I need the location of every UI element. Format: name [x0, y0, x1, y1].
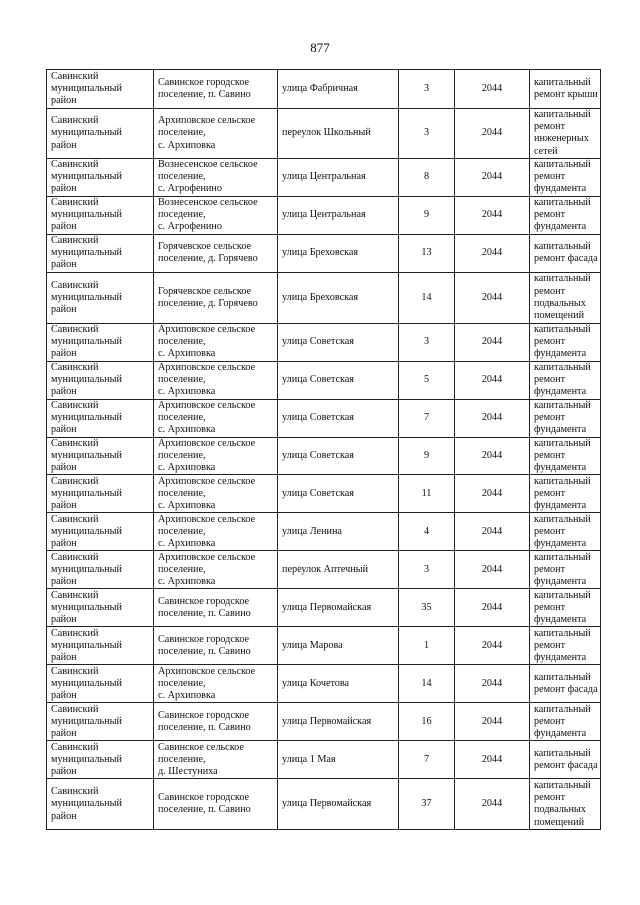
work-type-cell [530, 703, 601, 741]
street-cell: переулок Аптечный [278, 551, 399, 589]
district-cell-line: Савинский [51, 197, 99, 208]
work-type-cell-line: капитальный [534, 273, 591, 285]
work-type-cell [530, 399, 601, 437]
house-number-cell: 9 [399, 196, 455, 234]
district-cell-line: муниципальный [51, 677, 122, 689]
settlement-cell-line: поселение, д. Горячево [158, 297, 258, 309]
district-cell-line: район [51, 462, 77, 474]
settlement-cell-line: с. Архиповка [158, 690, 216, 702]
house-number-cell: 3 [399, 109, 455, 159]
district-cell-line: муниципальный [51, 82, 122, 94]
settlement-cell-line: поселение, п. Савино [158, 645, 251, 657]
work-type-cell-line: ремонт [534, 639, 566, 651]
street-cell: улица Марова [278, 627, 399, 665]
work-type-cell-line: капитальный [534, 159, 591, 170]
work-type-cell-line: ремонт [534, 412, 566, 424]
district-cell-line: Савинский [51, 703, 99, 715]
year-cell: 2044 [455, 513, 530, 551]
table-row [47, 196, 601, 234]
district-cell [47, 158, 154, 196]
year-cell: 2044 [455, 741, 530, 779]
settlement-cell-line: Савинское городское [158, 595, 250, 607]
district-cell-line: район [51, 424, 77, 436]
work-type-cell [530, 70, 601, 109]
table-row [47, 70, 601, 109]
district-cell-line: муниципальный [51, 487, 122, 499]
street-cell: улица Первомайская [278, 703, 399, 741]
table-row [47, 513, 601, 551]
work-type-cell-line: капитальный [534, 109, 591, 120]
settlement-cell-line: Архиповское сельское [158, 437, 256, 449]
district-cell-line: район [51, 303, 77, 315]
year-cell: 2044 [455, 779, 530, 830]
work-type-cell [530, 551, 601, 589]
settlement-cell [154, 158, 278, 196]
settlement-cell-line: Архиповское сельское [158, 475, 256, 487]
work-type-cell-line: фундамента [534, 386, 587, 398]
work-type-cell-line: капитальный [534, 324, 591, 335]
work-type-cell [530, 665, 601, 703]
settlement-cell-line: Архиповское сельское [158, 665, 256, 677]
district-cell-line: муниципальный [51, 336, 122, 348]
settlement-cell-line: Вознесенское сельское [158, 159, 258, 170]
work-type-cell-line: капитальный [534, 197, 591, 208]
district-cell-line: Савинский [51, 589, 99, 601]
settlement-cell-line: с. Архиповка [158, 386, 216, 398]
district-cell-line: муниципальный [51, 715, 122, 727]
settlement-cell-line: с. Архиповка [158, 538, 216, 550]
district-cell-line: Савинский [51, 159, 99, 170]
work-type-cell-line: ремонт [534, 285, 566, 297]
work-type-cell-line: капитальный [534, 437, 591, 449]
settlement-cell-line: Савинское городское [158, 633, 250, 645]
settlement-cell-line: с. Архиповка [158, 139, 216, 151]
work-type-cell-line: фундамента [534, 183, 587, 195]
district-cell-line: Савинский [51, 115, 99, 127]
work-type-cell-line: капитальный [534, 627, 591, 639]
work-type-cell-line: капитальный [534, 400, 591, 411]
street-cell: улица Советская [278, 437, 399, 475]
district-cell-line: район [51, 139, 77, 151]
district-cell-line: Савинский [51, 513, 99, 525]
district-cell [47, 741, 154, 779]
house-number-cell: 37 [399, 779, 455, 830]
settlement-cell-line: Архиповское сельское [158, 400, 256, 411]
settlement-cell-line: Вознесенское сельское [158, 197, 258, 208]
table-row [47, 665, 601, 703]
work-type-cell [530, 158, 601, 196]
settlement-cell [154, 589, 278, 627]
settlement-cell-line: поседение, [158, 209, 206, 221]
settlement-cell-line: с. Архиповка [158, 576, 216, 588]
district-cell-line: район [51, 766, 77, 778]
street-cell: улица Бреховская [278, 272, 399, 323]
settlement-cell-line: с. Агрофенино [158, 183, 222, 195]
settlement-cell [154, 234, 278, 272]
settlement-cell [154, 665, 278, 703]
settlement-cell [154, 196, 278, 234]
settlement-cell-line: поселение, п. Савино [158, 607, 251, 619]
work-type-cell-line: подвальных [534, 297, 586, 309]
table-row [47, 234, 601, 272]
district-cell-line: муниципальный [51, 753, 122, 765]
repair-registry-table [46, 69, 601, 830]
district-cell [47, 361, 154, 399]
district-cell-line: муниципальный [51, 601, 122, 613]
house-number-cell: 13 [399, 234, 455, 272]
district-cell-line: Савинский [51, 437, 99, 449]
district-cell-line: Савинский [51, 324, 99, 335]
settlement-cell-line: Горячевское сельское [158, 241, 252, 253]
year-cell: 2044 [455, 399, 530, 437]
work-type-cell [530, 513, 601, 551]
district-cell [47, 196, 154, 234]
district-cell-line: район [51, 183, 77, 195]
settlement-cell-line: поселение, п. Савино [158, 721, 251, 733]
work-type-cell-line: ремонт [534, 171, 566, 183]
settlement-cell-line: поселение, [158, 171, 206, 183]
work-type-cell-line: фундамента [534, 652, 587, 664]
work-type-cell-line: фундамента [534, 348, 587, 360]
house-number-cell: 11 [399, 475, 455, 513]
district-cell-line: муниципальный [51, 291, 122, 303]
work-type-cell-line: помещений [534, 310, 585, 322]
work-type-cell-line: ремонт [534, 563, 566, 575]
work-type-cell-line: фундамента [534, 221, 587, 233]
year-cell: 2044 [455, 158, 530, 196]
district-cell [47, 703, 154, 741]
settlement-cell [154, 513, 278, 551]
table-row [47, 703, 601, 741]
settlement-cell [154, 361, 278, 399]
district-cell-line: район [51, 614, 77, 626]
district-cell-line: Савинский [51, 400, 99, 411]
district-cell-line: район [51, 576, 77, 588]
street-cell: улица Советская [278, 361, 399, 399]
house-number-cell: 35 [399, 589, 455, 627]
house-number-cell: 16 [399, 703, 455, 741]
work-type-cell [530, 627, 601, 665]
year-cell: 2044 [455, 475, 530, 513]
district-cell-line: Савинский [51, 235, 99, 246]
work-type-cell [530, 323, 601, 361]
house-number-cell: 8 [399, 158, 455, 196]
table-row [47, 779, 601, 830]
district-cell-line: район [51, 500, 77, 512]
district-cell-line: муниципальный [51, 127, 122, 139]
work-type-cell-line: ремонт [534, 715, 566, 727]
settlement-cell [154, 475, 278, 513]
year-cell: 2044 [455, 361, 530, 399]
work-type-cell-line: капитальный [534, 703, 591, 715]
table-row [47, 323, 601, 361]
work-type-cell-line: фундамента [534, 462, 587, 474]
work-type-cell-line: ремонт [534, 450, 566, 462]
registry-body [47, 70, 601, 830]
work-type-cell-line: капитальный [534, 747, 591, 759]
district-cell-line: Савинский [51, 362, 99, 373]
street-cell: улица 1 Мая [278, 741, 399, 779]
settlement-cell [154, 741, 278, 779]
settlement-cell-line: поселение, [158, 450, 206, 462]
work-type-cell [530, 361, 601, 399]
district-cell-line: район [51, 810, 77, 822]
house-number-cell: 7 [399, 399, 455, 437]
district-cell-line: район [51, 221, 77, 233]
settlement-cell-line: поселение, п. Савино [158, 804, 251, 816]
street-cell: переулок Школьный [278, 109, 399, 159]
work-type-cell-line: ремонт крыши [534, 89, 598, 100]
table-row [47, 158, 601, 196]
work-type-cell-line: фундамента [534, 538, 587, 550]
house-number-cell: 3 [399, 551, 455, 589]
work-type-cell [530, 741, 601, 779]
work-type-cell-line: ремонт [534, 601, 566, 613]
work-type-cell-line: ремонт [534, 336, 566, 348]
settlement-cell-line: поселение, [158, 374, 206, 386]
work-type-cell [530, 437, 601, 475]
street-cell: улица Центральная [278, 158, 399, 196]
settlement-cell-line: Горячевское сельское [158, 285, 252, 297]
work-type-cell-line: капитальный [534, 671, 591, 683]
street-cell: улица Бреховская [278, 234, 399, 272]
district-cell-line: Савинский [51, 279, 99, 291]
street-cell: улица Фабричная [278, 70, 399, 109]
settlement-cell [154, 779, 278, 830]
house-number-cell: 14 [399, 665, 455, 703]
district-cell [47, 109, 154, 159]
district-cell-line: муниципальный [51, 639, 122, 651]
district-cell-line: муниципальный [51, 798, 122, 810]
house-number-cell: 1 [399, 627, 455, 665]
district-cell-line: Савинский [51, 627, 99, 639]
work-type-cell-line: ремонт [534, 121, 566, 133]
settlement-cell [154, 272, 278, 323]
district-cell [47, 627, 154, 665]
year-cell: 2044 [455, 323, 530, 361]
page-number: 877 [310, 40, 330, 55]
work-type-cell-line: ремонт [534, 525, 566, 537]
work-type-cell-line: фундамента [534, 728, 587, 740]
street-cell: улица Советская [278, 323, 399, 361]
house-number-cell: 3 [399, 70, 455, 109]
table-row [47, 437, 601, 475]
year-cell: 2044 [455, 589, 530, 627]
district-cell-line: район [51, 728, 77, 740]
district-cell-line: муниципальный [51, 209, 122, 221]
district-cell-line: муниципальный [51, 171, 122, 183]
district-cell [47, 399, 154, 437]
table-row [47, 361, 601, 399]
year-cell: 2044 [455, 196, 530, 234]
settlement-cell-line: с. Архиповка [158, 462, 216, 474]
settlement-cell-line: Савинское городское [158, 709, 250, 721]
district-cell-line: Савинский [51, 70, 99, 82]
settlement-cell-line: Архиповское сельское [158, 362, 256, 373]
district-cell [47, 475, 154, 513]
settlement-cell-line: поселение, [158, 487, 206, 499]
work-type-cell [530, 589, 601, 627]
table-row [47, 272, 601, 323]
work-type-cell-line: капитальный [534, 241, 591, 253]
district-cell [47, 70, 154, 109]
district-cell [47, 437, 154, 475]
table-row [47, 475, 601, 513]
work-type-cell [530, 109, 601, 159]
settlement-cell-line: поселение, д. Горячево [158, 253, 258, 265]
year-cell: 2044 [455, 551, 530, 589]
table-row [47, 109, 601, 159]
district-cell [47, 665, 154, 703]
settlement-cell-line: поселение, [158, 563, 206, 575]
work-type-cell-line: капитальный [534, 589, 591, 601]
district-cell-line: Савинский [51, 551, 99, 563]
settlement-cell [154, 399, 278, 437]
settlement-cell-line: поселение, п. Савино [158, 89, 251, 100]
house-number-cell: 7 [399, 741, 455, 779]
district-cell-line: район [51, 348, 77, 360]
table-row [47, 551, 601, 589]
settlement-cell-line: поселение, [158, 677, 206, 689]
district-cell-line: муниципальный [51, 412, 122, 424]
district-cell-line: муниципальный [51, 450, 122, 462]
work-type-cell-line: капитальный [534, 513, 591, 525]
district-cell-line: район [51, 690, 77, 702]
street-cell: улица Ленина [278, 513, 399, 551]
settlement-cell-line: с. Агрофенино [158, 221, 222, 233]
settlement-cell [154, 551, 278, 589]
work-type-cell [530, 196, 601, 234]
work-type-cell-line: ремонт фасада [534, 759, 598, 771]
year-cell: 2044 [455, 109, 530, 159]
house-number-cell: 4 [399, 513, 455, 551]
table-row [47, 627, 601, 665]
settlement-cell-line: поселение, [158, 753, 206, 765]
street-cell: улица Советская [278, 399, 399, 437]
district-cell-line: район [51, 95, 77, 107]
settlement-cell-line: д. Шестуниха [158, 766, 218, 778]
work-type-cell-line: сетей [534, 145, 558, 157]
district-cell-line: муниципальный [51, 247, 122, 259]
settlement-cell-line: поселение, [158, 336, 206, 348]
year-cell: 2044 [455, 627, 530, 665]
work-type-cell-line: ремонт [534, 209, 566, 221]
work-type-cell-line: ремонт [534, 792, 566, 804]
settlement-cell-line: с. Архиповка [158, 500, 216, 512]
settlement-cell [154, 323, 278, 361]
district-cell-line: муниципальный [51, 563, 122, 575]
settlement-cell-line: Архиповское сельское [158, 551, 256, 563]
settlement-cell-line: с. Архиповка [158, 348, 216, 360]
year-cell: 2044 [455, 703, 530, 741]
district-cell [47, 272, 154, 323]
work-type-cell [530, 779, 601, 830]
work-type-cell-line: ремонт фасада [534, 683, 598, 695]
work-type-cell-line: ремонт фасада [534, 253, 598, 265]
work-type-cell-line: помещений [534, 816, 585, 828]
settlement-cell-line: Архиповское сельское [158, 324, 256, 335]
work-type-cell [530, 475, 601, 513]
district-cell-line: муниципальный [51, 374, 122, 386]
work-type-cell [530, 272, 601, 323]
district-cell-line: Савинский [51, 786, 99, 798]
district-cell [47, 323, 154, 361]
settlement-cell-line: Савинское городское [158, 76, 250, 88]
year-cell: 2044 [455, 272, 530, 323]
work-type-cell-line: капитальный [534, 780, 591, 792]
work-type-cell-line: капитальный [534, 551, 591, 563]
settlement-cell-line: Архиповское сельское [158, 513, 256, 525]
work-type-cell-line: ремонт [534, 374, 566, 386]
house-number-cell: 14 [399, 272, 455, 323]
settlement-cell-line: Савинское сельское [158, 741, 244, 753]
district-cell-line: район [51, 652, 77, 664]
district-cell-line: муниципальный [51, 525, 122, 537]
district-cell [47, 779, 154, 830]
work-type-cell-line: ремонт [534, 487, 566, 499]
work-type-cell-line: фундамента [534, 500, 587, 512]
year-cell: 2044 [455, 234, 530, 272]
district-cell [47, 513, 154, 551]
settlement-cell [154, 70, 278, 109]
district-cell-line: район [51, 259, 77, 271]
work-type-cell-line: фундамента [534, 424, 587, 436]
district-cell-line: район [51, 538, 77, 550]
year-cell: 2044 [455, 437, 530, 475]
table-row [47, 741, 601, 779]
table-row [47, 399, 601, 437]
settlement-cell-line: поселение, [158, 525, 206, 537]
settlement-cell-line: Савинское городское [158, 792, 250, 804]
house-number-cell: 3 [399, 323, 455, 361]
year-cell: 2044 [455, 70, 530, 109]
street-cell: улица Кочетова [278, 665, 399, 703]
street-cell: улица Первомайская [278, 779, 399, 830]
table-row [47, 589, 601, 627]
district-cell [47, 589, 154, 627]
work-type-cell-line: фундамента [534, 614, 587, 626]
settlement-cell [154, 109, 278, 159]
work-type-cell-line: подвальных [534, 804, 586, 816]
settlement-cell [154, 703, 278, 741]
work-type-cell-line: капитальный [534, 475, 591, 487]
settlement-cell-line: с. Архиповка [158, 424, 216, 436]
district-cell [47, 551, 154, 589]
settlement-cell [154, 437, 278, 475]
district-cell-line: Савинский [51, 665, 99, 677]
street-cell: улица Первомайская [278, 589, 399, 627]
district-cell-line: район [51, 386, 77, 398]
district-cell-line: Савинский [51, 741, 99, 753]
house-number-cell: 9 [399, 437, 455, 475]
district-cell-line: Савинский [51, 475, 99, 487]
work-type-cell-line: капитальный [534, 76, 591, 88]
work-type-cell [530, 234, 601, 272]
street-cell: улица Советская [278, 475, 399, 513]
settlement-cell [154, 627, 278, 665]
work-type-cell-line: капитальный [534, 362, 591, 373]
year-cell: 2044 [455, 665, 530, 703]
work-type-cell-line: фундамента [534, 576, 587, 588]
settlement-cell-line: поселение, [158, 127, 206, 139]
house-number-cell: 5 [399, 361, 455, 399]
work-type-cell-line: инженерных [534, 133, 589, 145]
settlement-cell-line: Архиповское сельское [158, 115, 256, 127]
settlement-cell-line: поселение, [158, 412, 206, 424]
street-cell: улица Центральная [278, 196, 399, 234]
district-cell [47, 234, 154, 272]
